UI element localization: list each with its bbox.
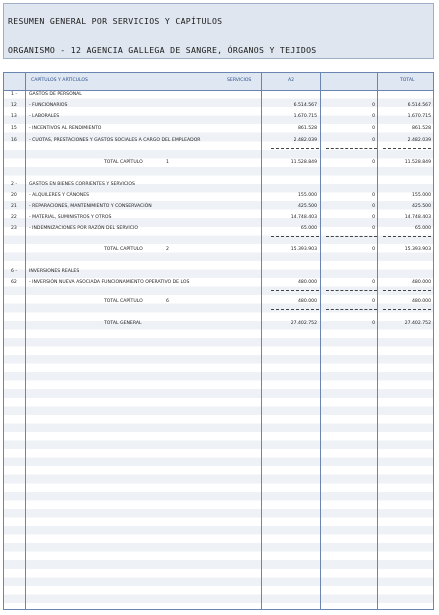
summary-table <box>3 72 434 610</box>
header-a2: A2 <box>288 78 295 83</box>
column-divider <box>320 73 321 609</box>
organismo-title: ORGANISMO - 12 AGENCIA GALLEGA DE SANGRE, ÓRGANOS Y TEJIDOS <box>8 45 317 55</box>
subtotal-rule <box>383 290 431 291</box>
table-row: 15 - INCENTIVOS AL RENDIMIENTO 861.528 0 861.528 <box>11 125 431 131</box>
column-divider <box>377 73 378 609</box>
table-row: 1 - GASTOS DE PERSONAL <box>11 91 82 97</box>
subtotal-rule <box>326 148 377 149</box>
total-row: TOTAL CAPÍTULO 1 11.528.849 0 11.528.849 <box>104 159 431 165</box>
subtotal-rule <box>326 236 377 237</box>
total-row: TOTAL CAPÍTULO 2 15.393.903 0 15.393.903 <box>104 246 431 252</box>
table-row: 62 - INVERSIÓN NUEVA ASOCIADA FUNCIONAMIENTO OPERATIVO DE LOS 480.000 0 480.000 <box>11 279 431 285</box>
subtotal-rule <box>383 236 431 237</box>
report-header <box>3 3 434 59</box>
table-row: 21 - REPARACIONES, MANTENIMIENTO Y CONSERVACIÓN 425.500 0 425.500 <box>11 203 431 209</box>
subtotal-rule <box>383 148 431 149</box>
table-row: 6 - INVERSIONES REALES <box>11 268 80 274</box>
header-total: TOTAL <box>400 78 415 83</box>
subtotal-rule <box>326 309 377 310</box>
table-row: 22 - MATERIAL, SUMINISTROS Y OTROS 14.748.403 0 14.748.403 <box>11 214 431 220</box>
header-servicios: SERVICIOS <box>227 78 252 83</box>
table-row: 12 - FUNCIONARIOS 6.514.567 0 6.514.567 <box>11 102 431 108</box>
subtotal-rule <box>383 309 431 310</box>
subtotal-rule <box>271 290 319 291</box>
table-row: 13 - LABORALES 1.670.715 0 1.670.715 <box>11 113 431 119</box>
column-divider <box>261 73 262 609</box>
subtotal-rule <box>326 290 377 291</box>
grand-total-row: TOTAL GENERAL 27.402.752 0 27.402.752 <box>104 320 431 326</box>
table-row: 2 - GASTOS EN BIENES CORRIENTES Y SERVICIOS <box>11 181 135 187</box>
header-capitulos: CAPÍTULOS Y ARTÍCULOS <box>31 78 88 83</box>
subtotal-rule <box>271 148 319 149</box>
report-title: RESUMEN GENERAL POR SERVICIOS Y CAPÍTULOS <box>8 16 223 26</box>
column-divider <box>25 73 26 609</box>
subtotal-rule <box>271 236 319 237</box>
table-row: 16 - CUOTAS, PRESTACIONES Y GASTOS SOCIALES A CARGO DEL EMPLEADOR 2.482.039 0 2.482.039 <box>11 137 431 143</box>
subtotal-rule <box>271 309 319 310</box>
table-row: 20 - ALQUILERES Y CÁNONES 155.000 0 155.000 <box>11 192 431 198</box>
table-row: 23 - INDEMNIZACIONES POR RAZÓN DEL SERVICIO 65.000 0 65.000 <box>11 225 431 231</box>
total-row: TOTAL CAPÍTULO 6 480.000 0 480.000 <box>104 298 431 304</box>
